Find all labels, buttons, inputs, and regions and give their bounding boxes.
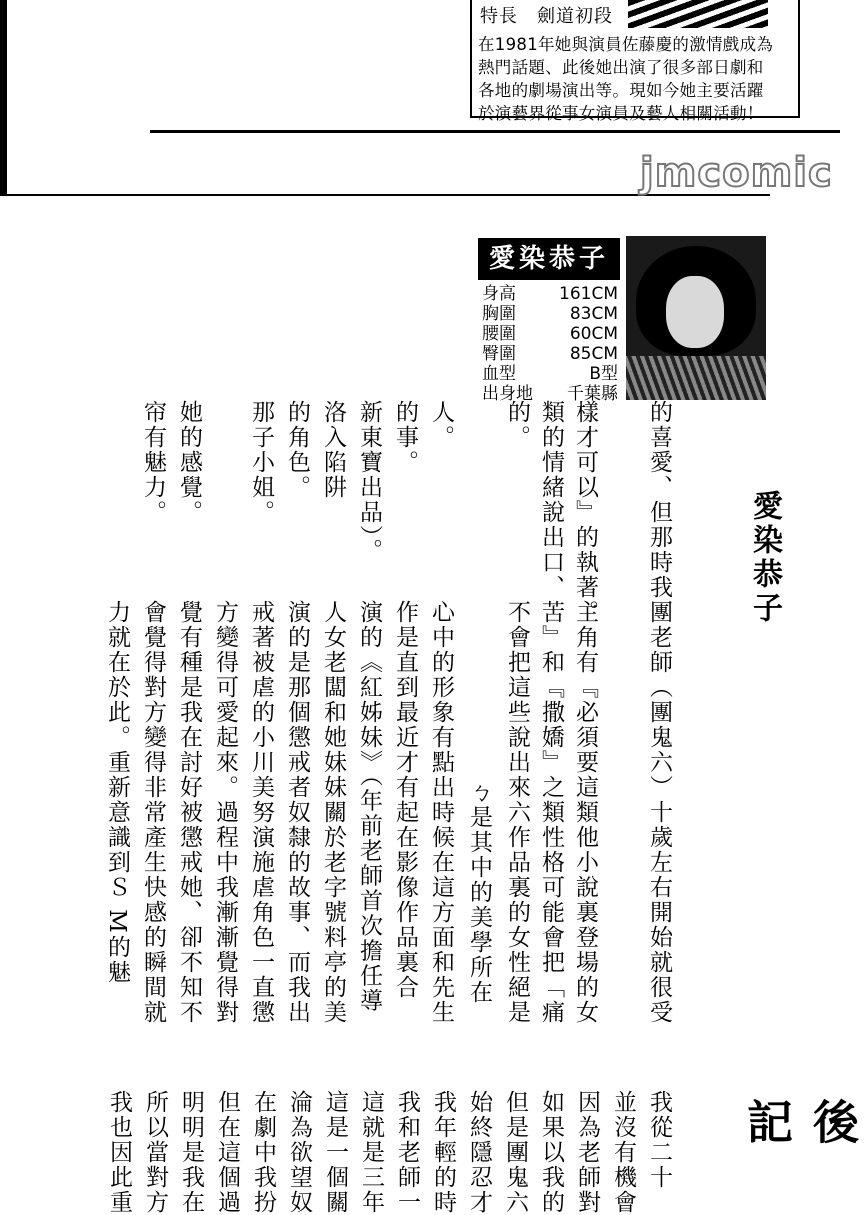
stat-value: 83CM bbox=[569, 304, 618, 324]
text-column: 人女老闆和她妹妹關於老字號料亭的美 bbox=[320, 600, 346, 1025]
text-column: 心中的形象有點出時候在這方面和先生 bbox=[428, 600, 454, 1025]
stat-label: 身高 bbox=[482, 284, 516, 304]
text-column: 因為老師對 bbox=[574, 1090, 600, 1215]
stat-value: 161CM bbox=[559, 284, 618, 304]
stat-label: 臀圍 bbox=[482, 344, 516, 364]
text-column: 她的感覺。 bbox=[176, 400, 202, 525]
watermark: jmcomic bbox=[640, 150, 833, 196]
text-column: 如果以我的 bbox=[538, 1090, 564, 1215]
text-column: 的喜愛、但那時我 bbox=[646, 400, 672, 600]
text-column: 主角有『必須要這類他小說裏登場的女 bbox=[572, 600, 598, 1025]
text-column: 戒著被虐的小川美努演施虐角色一直懲 bbox=[248, 600, 274, 1025]
text-column: 的事。 bbox=[392, 400, 418, 475]
text-column: 這就是三年 bbox=[358, 1090, 384, 1215]
stat-row bbox=[482, 304, 618, 324]
divider-line bbox=[150, 130, 840, 133]
stat-label: 胸圍 bbox=[482, 304, 516, 324]
bio-line: 熱門話題、此後她出演了很多部日劇和 bbox=[478, 58, 764, 77]
stat-row bbox=[482, 364, 618, 384]
text-column: 我和老師一 bbox=[394, 1090, 420, 1215]
text-column: 明明是我在 bbox=[178, 1090, 204, 1215]
scan-edge-bar bbox=[0, 0, 7, 196]
stat-label: 出身地 bbox=[482, 384, 533, 404]
stat-label: 血型 bbox=[482, 364, 516, 384]
text-column: 淪為欲望奴 bbox=[286, 1090, 312, 1215]
text-column: 的。 bbox=[504, 400, 530, 450]
text-column: 但在這個過 bbox=[214, 1090, 240, 1215]
afterword-title: 後記 bbox=[740, 1098, 860, 1154]
stat-row bbox=[482, 324, 618, 344]
text-column: 會覺得對方變得非常產生快感的瞬間就 bbox=[140, 600, 166, 1025]
text-column: 方變得可愛起來。過程中我漸漸覺得對 bbox=[212, 600, 238, 1025]
text-column: 我從二十 bbox=[646, 1090, 672, 1190]
text-column: 洛入陷阱 bbox=[320, 400, 346, 500]
text-column: 類的情緒說出口、 bbox=[538, 400, 564, 600]
text-column: 團老師（團鬼六）十歲左右開始就很受 bbox=[646, 600, 672, 1025]
stat-value: B型 bbox=[589, 364, 618, 384]
bio-line: 在1981年她與演員佐藤慶的激情戲成為 bbox=[478, 35, 774, 54]
text-column: 這是一個關 bbox=[322, 1090, 348, 1215]
profile-photo bbox=[626, 236, 766, 400]
text-column: 作是直到最近才有起在影像作品裏合 bbox=[392, 600, 418, 1000]
text-column: 苦』和『撒嬌』之類性格可能會把「痛 bbox=[538, 600, 564, 1025]
text-column: 在劇中我扮 bbox=[250, 1090, 276, 1215]
text-column: 不會把這些說出來六作品裏的女性絕是 bbox=[504, 600, 530, 1025]
text-column: 的角色。 bbox=[284, 400, 310, 500]
top-profile-specialty: 特長 劍道初段 bbox=[480, 6, 613, 27]
text-column: 帘有魅力。 bbox=[140, 400, 166, 525]
text-column: 新東寶出品）。 bbox=[356, 400, 382, 564]
stat-row bbox=[482, 284, 618, 304]
text-column: 人。 bbox=[428, 400, 454, 450]
text-column: 樣才可以』的執著。 bbox=[572, 400, 598, 625]
text-column: 那子小姐。 bbox=[248, 400, 274, 525]
bio-line: 於演藝界從事女演員及藝人相關活動！ bbox=[478, 104, 764, 123]
text-column: 覺有種是我在討好被懲戒她、卻不知不 bbox=[176, 600, 202, 1025]
text-column: 但是團鬼六 bbox=[502, 1090, 528, 1215]
bio-line: 各地的劇場演出等。現如今她主要活躍 bbox=[478, 81, 764, 100]
text-column: 演的是那個懲戒者奴隸的故事、而我出 bbox=[284, 600, 310, 1025]
stat-value: 85CM bbox=[569, 344, 618, 364]
profile-stats bbox=[482, 284, 618, 404]
section-heading: 愛染恭子 bbox=[747, 490, 782, 626]
profile-name-banner: 愛染恭子 bbox=[478, 238, 620, 280]
text-column: ㄅ是其中的美學所在 bbox=[466, 780, 492, 1005]
text-column: 演的《紅姊妹》（年前老師首次擔任導 bbox=[356, 600, 382, 1014]
stat-label: 腰圍 bbox=[482, 324, 516, 344]
top-profile-bio bbox=[478, 33, 796, 125]
text-column: 始終隱忍才 bbox=[466, 1090, 492, 1215]
text-column: 力就在於此。重新意識到Ｓ М的魅 bbox=[104, 600, 130, 985]
stat-value: 千葉縣 bbox=[567, 384, 618, 404]
text-column: 並沒有機會 bbox=[610, 1090, 636, 1215]
text-column: 所以當對方 bbox=[142, 1090, 168, 1215]
stat-row bbox=[482, 344, 618, 364]
text-column: 我也因此重 bbox=[106, 1090, 132, 1215]
top-profile-photo bbox=[628, 0, 768, 28]
stat-value: 60CM bbox=[569, 324, 618, 344]
text-column: 我年輕的時 bbox=[430, 1090, 456, 1215]
